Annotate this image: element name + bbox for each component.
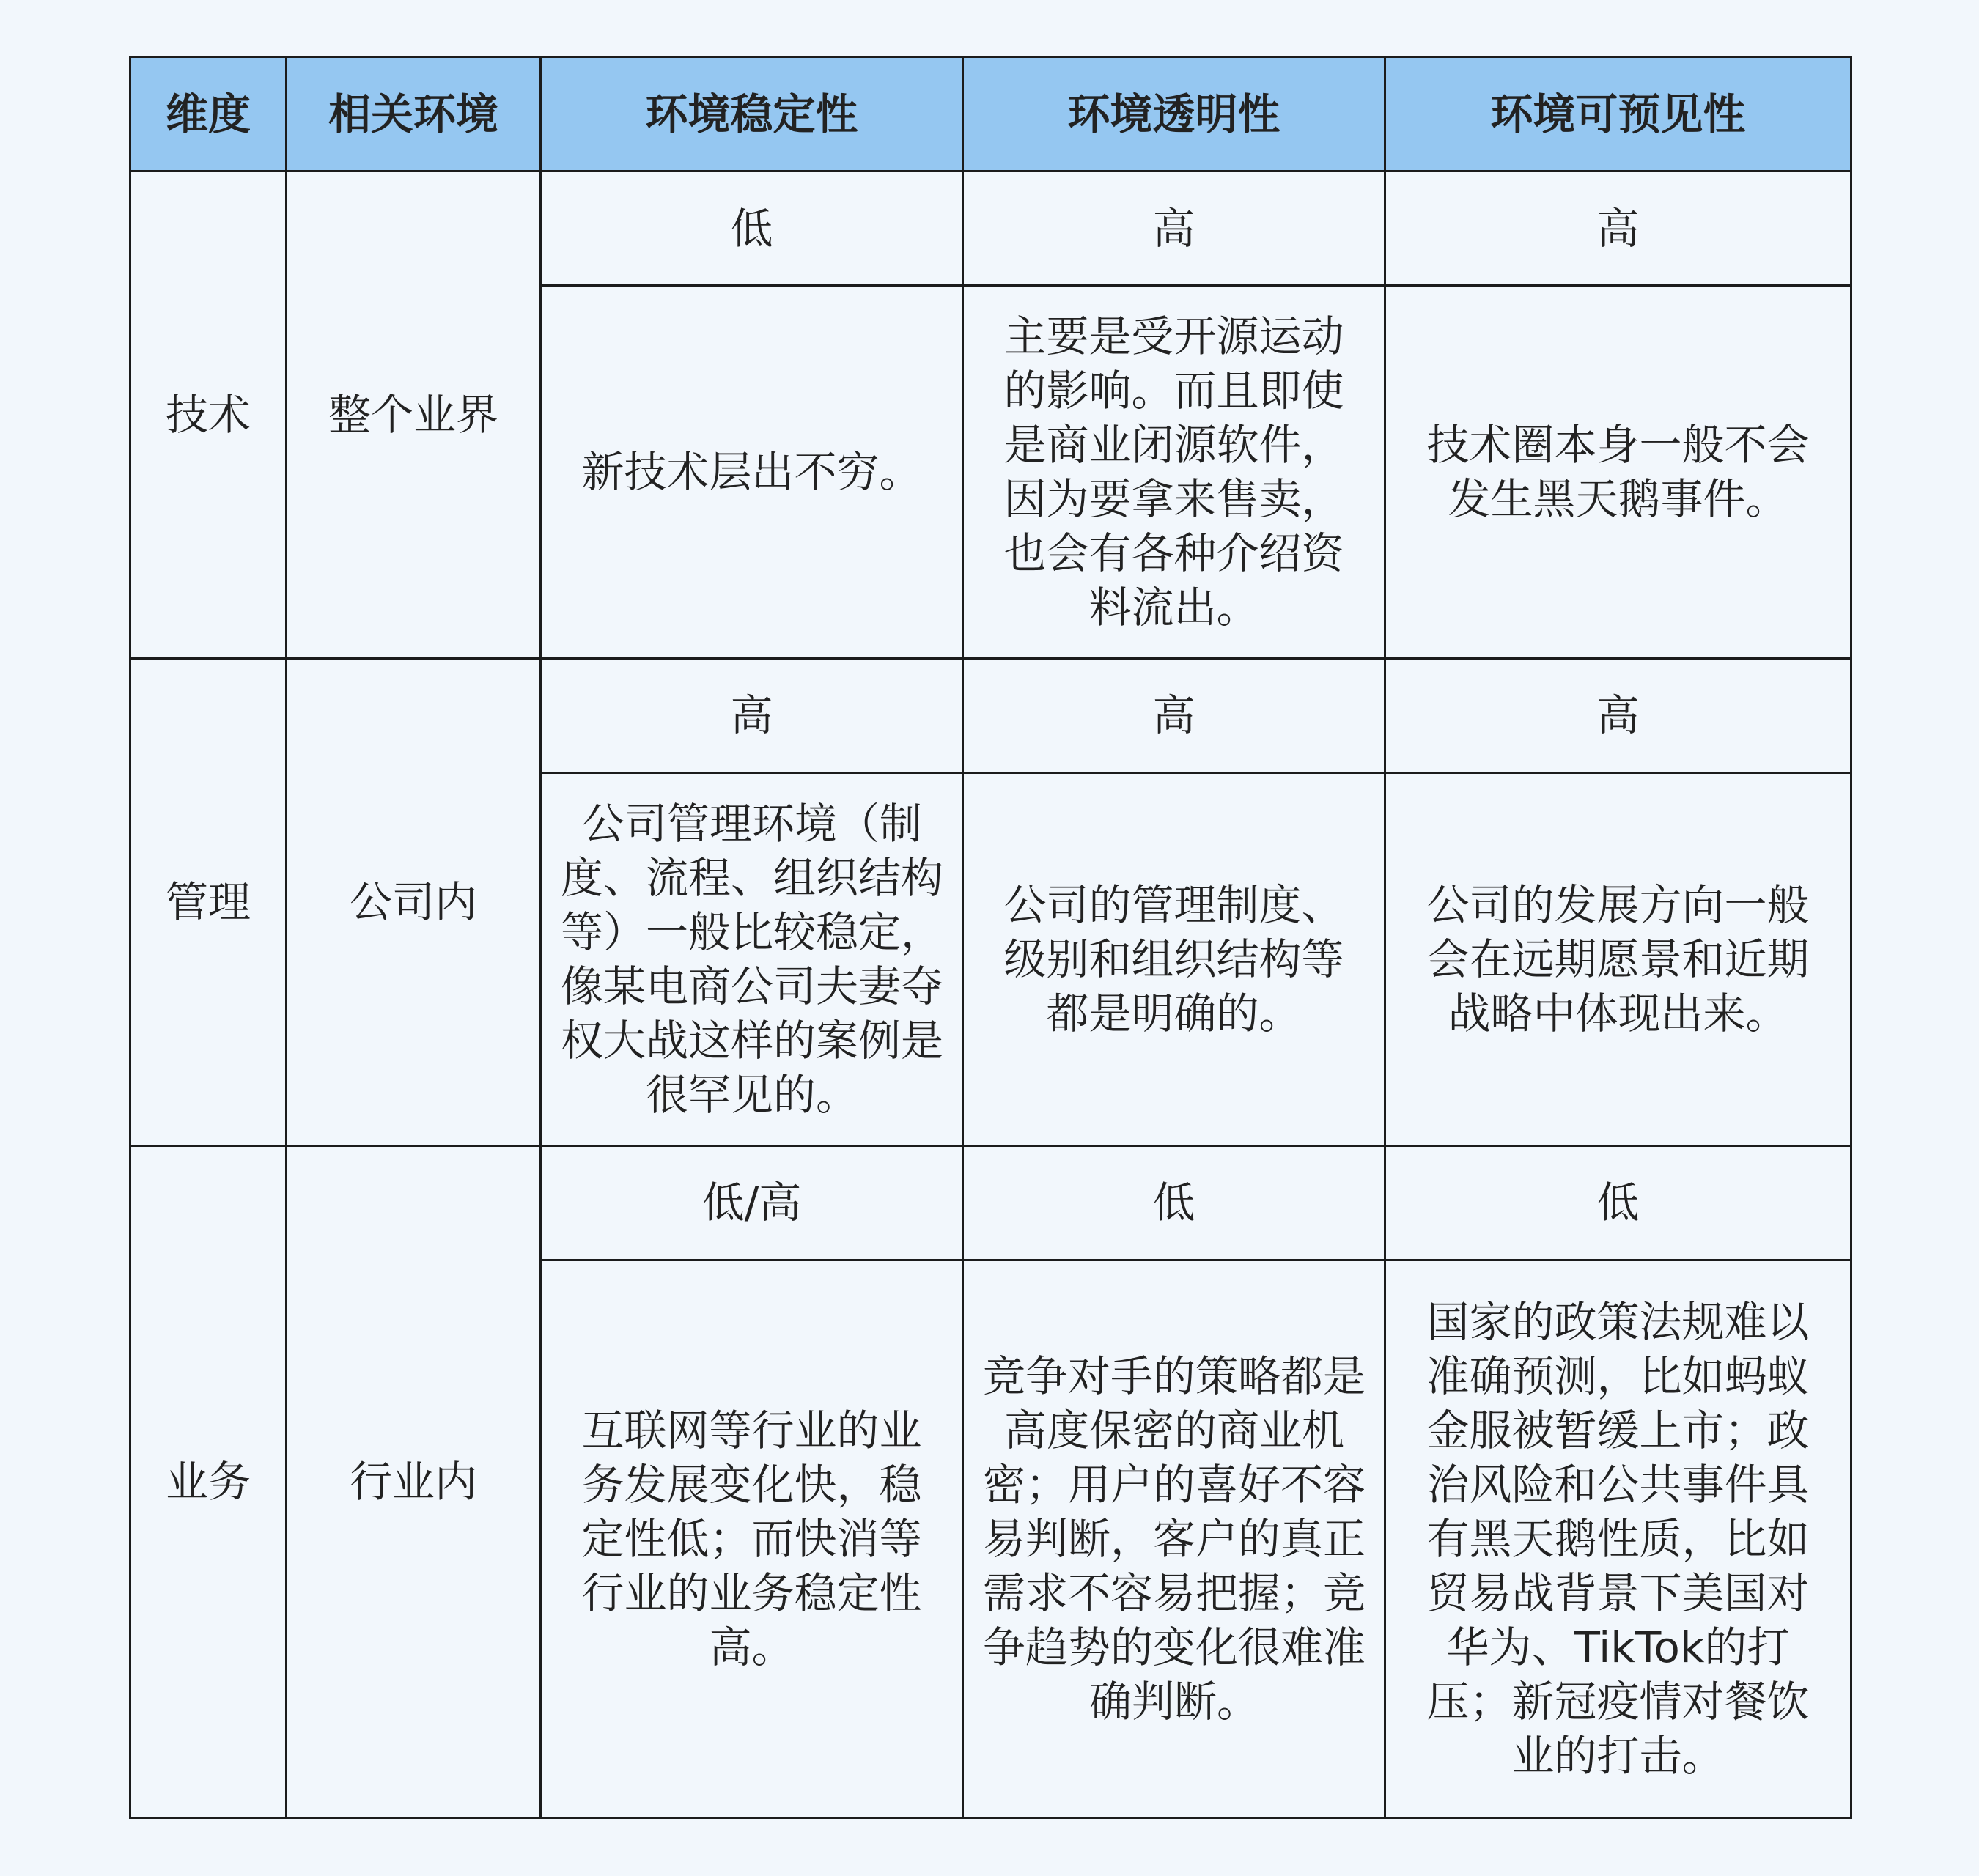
environment-cell: 公司内 <box>287 658 541 1145</box>
predictability-description <box>1385 772 1851 1145</box>
predictability-description <box>1385 286 1851 659</box>
dimension-cell: 技术 <box>130 171 287 659</box>
stability-description <box>541 772 963 1145</box>
transparency-rating: 高 <box>963 171 1385 286</box>
dimension-cell: 业务 <box>130 1145 287 1817</box>
predictability-rating: 高 <box>1385 171 1851 286</box>
header-transparency: 环境透明性 <box>963 57 1385 171</box>
predictability-rating: 低 <box>1385 1145 1851 1260</box>
header-row <box>130 57 1851 171</box>
table-row <box>130 1145 1851 1260</box>
description-text: 新技术层出不穷。 <box>581 446 922 497</box>
table-row <box>130 171 1851 286</box>
description-text: 国家的政策法规难以准确预测，比如蚂蚁金服被暂缓上市；政治风险和公共事件具有黑天鹅性质，比如贸易战背景下美国对华为、TikTok的打压；新冠疫情对餐饮业的打击。 <box>1426 1296 1810 1781</box>
description-text: 竞争对手的策略都是高度保密的商业机密；用户的喜好不容易判断，客户的真正需求不容易把握；竞争趋势的变化很难准确判断。 <box>982 1351 1366 1727</box>
transparency-description <box>963 1260 1385 1817</box>
description-text: 主要是受开源运动的影响。而且即使是商业闭源软件，因为要拿来售卖，也会有各种介绍资料流出。 <box>1003 311 1344 632</box>
stability-description <box>541 1260 963 1817</box>
table-row <box>130 658 1851 772</box>
description-text: 互联网等行业的业务发展变化快，稳定性低；而快消等行业的业务稳定性高。 <box>581 1405 922 1672</box>
header-dimension: 维度 <box>130 57 287 171</box>
environment-cell: 行业内 <box>287 1145 541 1817</box>
stability-rating: 低/高 <box>541 1145 963 1260</box>
header-predictability: 环境可预见性 <box>1385 57 1851 171</box>
transparency-description <box>963 286 1385 659</box>
transparency-rating: 高 <box>963 658 1385 772</box>
dimension-cell: 管理 <box>130 658 287 1145</box>
environment-cell: 整个业界 <box>287 171 541 659</box>
description-text: 技术圈本身一般不会发生黑天鹅事件。 <box>1426 419 1810 524</box>
stability-rating: 低 <box>541 171 963 286</box>
predictability-description <box>1385 1260 1851 1817</box>
header-environment: 相关环境 <box>287 57 541 171</box>
description-text: 公司管理环境（制度、流程、组织结构等）一般比较稳定，像某电商公司夫妻夺权大战这样的案例是很罕见的。 <box>560 798 943 1120</box>
environment-table <box>129 56 1852 1819</box>
predictability-rating: 高 <box>1385 658 1851 772</box>
stability-rating: 高 <box>541 658 963 772</box>
transparency-description <box>963 772 1385 1145</box>
transparency-rating: 低 <box>963 1145 1385 1260</box>
header-stability: 环境稳定性 <box>541 57 963 171</box>
stability-description <box>541 286 963 659</box>
description-text: 公司的发展方向一般会在远期愿景和近期战略中体现出来。 <box>1426 879 1810 1038</box>
description-text: 公司的管理制度、级别和组织结构等都是明确的。 <box>1003 879 1344 1038</box>
